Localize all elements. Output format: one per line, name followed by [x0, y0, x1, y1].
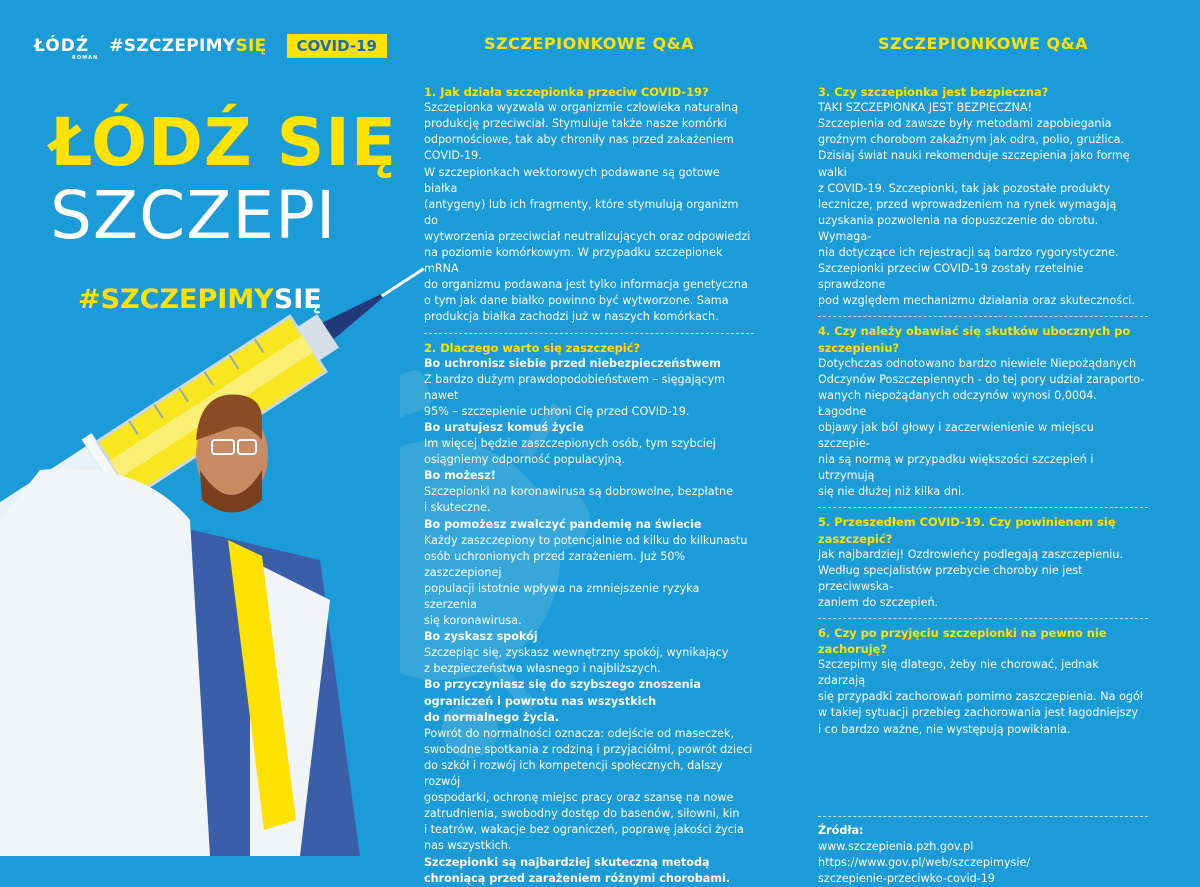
reason-4-title: Bo pomożesz zwalczyć pandemię na świecie — [424, 517, 702, 531]
answer-3: TAKI SZCZEPIONKA JEST BEZPIECZNA! Szczepienia od zawsze były metodami zapobiegania groźnym chorobom zakaźnym jak odra, polio, grużlica. Dzisiaj świat nauki rekomenduje szczepienia jako formę walki z COVID-19. Szczepionki, tak jak pozostałe produkty lecznicze, przed wprowadzeniem na rynek wymagają uzyskania pozwolenia na dopuszczenie do obrotu. Wymaga- nia dotyczące ich rejestracji są bardzo rygorystyczne. Szczepionki przeciw COVID-19 zostały rzetelnie sprawdzone pod względem mechanizmu działania oraz skuteczności. — [818, 101, 1135, 308]
cover-title-line1: ŁÓDŹ SIĘ — [50, 104, 397, 181]
question-3: 3. Czy szczepionka jest bezpieczna? — [818, 85, 1049, 100]
reason-2-body: Im więcej będzie zaszczepionych osób, tym szybciej osiągniemy odporność populacyjną. — [424, 437, 716, 467]
closing-statement: Szczepionki są najbardziej skuteczną metodą chroniącą przed zarażeniem różnymi chorobami. — [424, 855, 731, 885]
cover-panel — [0, 0, 400, 856]
question-6: 6. Czy po przyjęciu szczepionki na pewno nie zachoruję? — [818, 626, 1107, 657]
divider — [424, 333, 754, 334]
reason-5-body: Szczepiąc się, zyskasz wewnętrzny spokój, wynikający z bezpieczeństwa własnego i najbliższych. — [424, 646, 729, 676]
szczepimysie-logo: #SZCZEPIMYSIĘ — [109, 36, 267, 56]
question-4: 4. Czy należy obawiać się skutków ubocznych po szczepieniu? — [818, 324, 1131, 355]
lodz-city-logo: ŁÓDŹ ROMAN — [34, 36, 99, 61]
divider — [818, 816, 1148, 817]
right-heading: SZCZEPIONKOWE Q&A — [878, 34, 1088, 53]
middle-column — [424, 36, 754, 887]
question-5: 5. Przeszedłem COVID-19. Czy powinienem się zaszczepić? — [818, 515, 1116, 546]
reason-3-title: Bo możesz! — [424, 469, 496, 483]
reason-1-title: Bo uchronisz siebie przed niebezpieczeństwem — [424, 356, 721, 370]
middle-heading: SZCZEPIONKOWE Q&A — [484, 34, 694, 53]
right-column — [818, 36, 1148, 887]
source-link-1[interactable]: www.szczepienia.pzh.gov.pl — [818, 839, 974, 853]
reason-6-body: Powrót do normalności oznacza: odejście od maseczek, swobodne spotkania z rodziną i przyjaciółmi, powrót dzieci do szkół i rozwój ich kompetencji społecznych, dalszy rozwój gospodarki, ochronę miejsc pracy oraz szansę na nowe zatrudnienia, swobodny dostęp do basenów, siłowni, kin i teatrów, wakacje bez ograniczeń, poprawę jakości życia nas wszystkich. — [424, 726, 753, 853]
reason-5-title: Bo zyskasz spokój — [424, 630, 538, 644]
divider — [818, 507, 1148, 508]
question-1: 1. Jak działa szczepionka przeciw COVID-19? — [424, 85, 709, 100]
reason-6-title: Bo przyczyniasz się do szybszego znoszenia ograniczeń i powrotu nas wszystkich do normalnego życia. — [424, 678, 701, 724]
question-2: 2. Dlaczego warto się zaszczepić? — [424, 340, 641, 355]
covid-badge: COVID-19 — [287, 34, 387, 58]
sources-title: Źródła: — [818, 823, 864, 837]
answer-5: Jak najbardziej! Ozdrowieńcy podlegają zaszczepieniu. Według specjalistów przebycie choroby nie jest przeciwwska- zaniem do szczepień. — [818, 547, 1124, 609]
divider — [818, 316, 1148, 317]
answer-4: Dotychczas odnotowano bardzo niewiele Niepożądanych Odczynów Poszczepiennych - do tej pory udział zaraporto- wanych niepożądanych odczynów wynosi 0,0004. Łagodne objawy jak ból głowy i zaczerwienienie w miejscu szczepie- nia są normą w przypadku większości szczepień i utrzymują się nie dłużej niż kilka dni. — [818, 356, 1145, 499]
reason-1-body: Z bardzo dużym prawdopodobieństwem – sięgającym nawet 95% – szczepienie uchroni Cię przed COVID-19. — [424, 372, 726, 418]
reason-2-title: Bo uratujesz komuś życie — [424, 420, 584, 434]
answer-6: Szczepimy się dlatego, żeby nie chorować, jednak zdarzają się przypadki zachorowań pomimo zaszczepienia. Na ogół w takiej sytuacji przebieg zachorowania jest łagodniejszy i co bardzo ważne, nie występują powikłania. — [818, 658, 1144, 736]
cover-title-line2: SZCZEPI — [50, 177, 337, 254]
divider — [818, 618, 1148, 619]
source-link-2[interactable]: https://www.gov.pl/web/szczepimysie/ szczepienie-przeciwko-covid-19 — [818, 855, 1031, 885]
reason-4-body: Każdy zaszczepiony to potencjalnie od kilku do kilkunastu osób uchronionych przed zarażeniem. Już 50% zaszczepionej populacji istotnie wpływa na zmniejszenie ryzyka szerzenia się koronawirusa. — [424, 533, 748, 628]
answer-1: Szczepionka wyzwala w organizmie człowieka naturalną produkcję przeciwciał. Stymuluje także nasze komórki odpornościowe, tak aby chroniły nas przed zakażeniem COVID-19. W szczepionkach wektorowych podawane są gotowe białka (antygeny) lub ich fragmenty, które stymulują organizm do wytworzenia przeciwciał neutralizujących oraz odpowiedzi na poziomie komórkowym. W przypadku szczepionek mRNA do organizmu podawana jest tylko informacja genetyczna o tym jak dane białko powinno być wytworzone. Sama produkcja białka zachodzi już w naszych komórkach. — [424, 101, 751, 324]
cover-hashtag: #SZCZEPIMYSIĘ — [78, 284, 322, 315]
logo-row — [34, 34, 387, 61]
reason-3-body: Szczepionki na koronawirusa są dobrowolne, bezpłatne i skuteczne. — [424, 485, 733, 515]
